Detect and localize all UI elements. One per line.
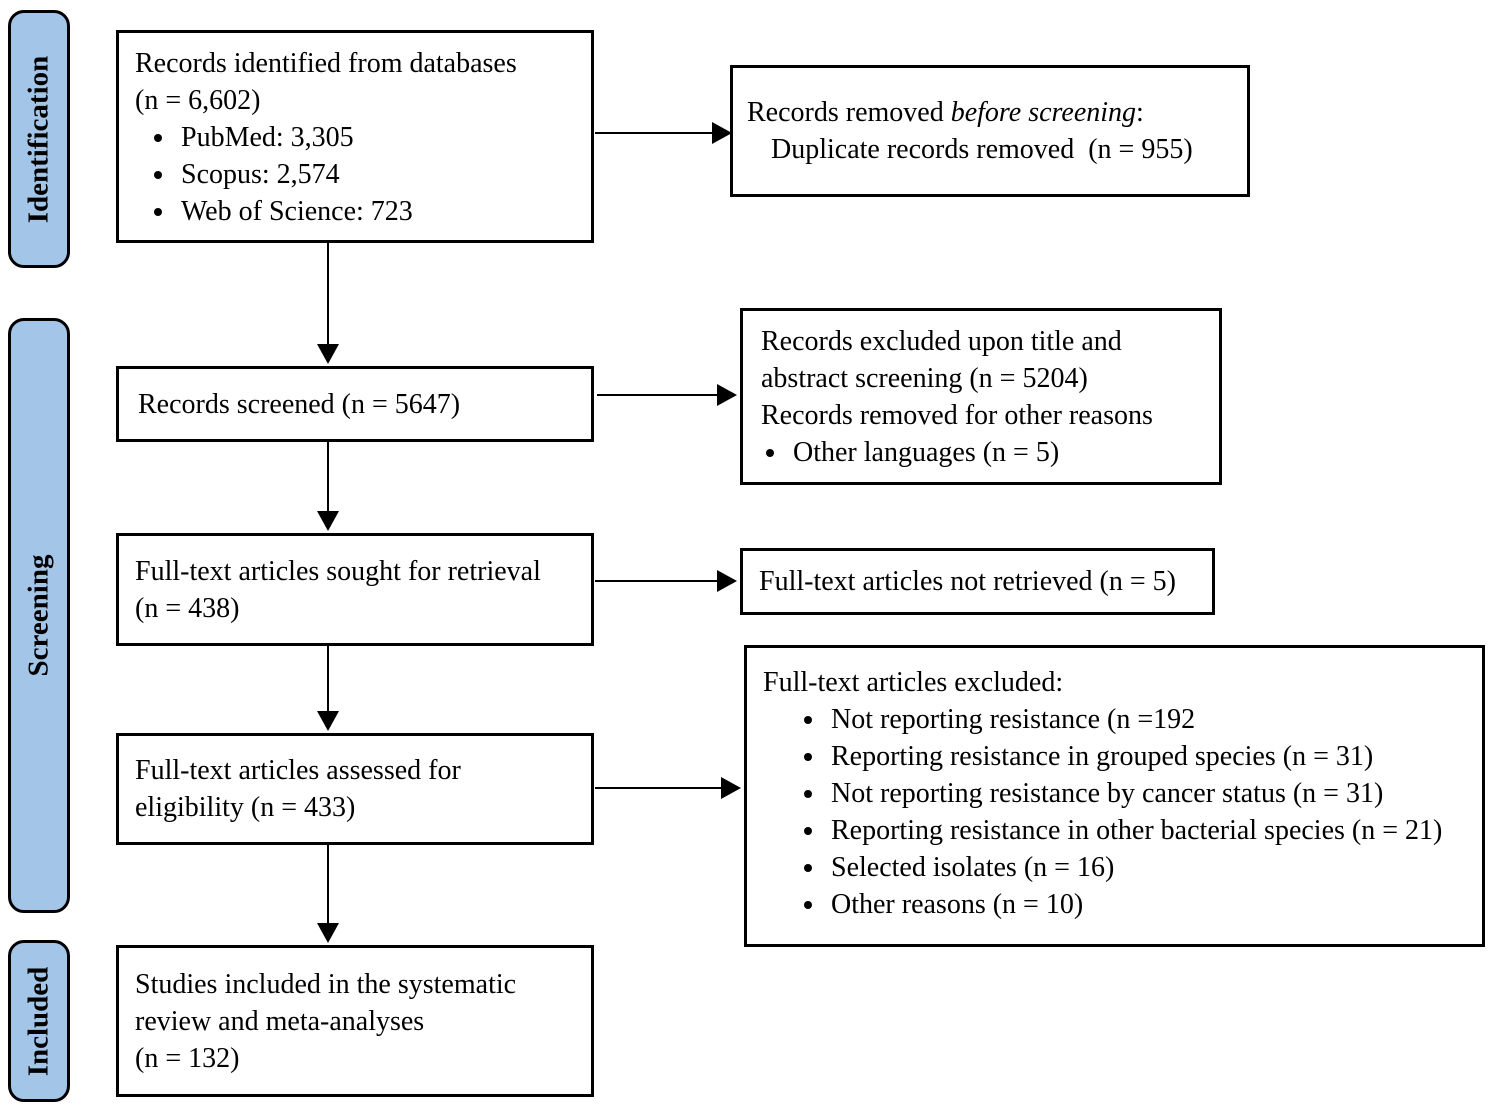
arrow-sought-to-assessed-head-icon: [317, 711, 339, 731]
arrow-screened-to-excluded-line: [597, 394, 723, 396]
reason-not-reporting-resistance: • Not reporting resistance (n =192: [827, 701, 1482, 738]
fulltext-assessed-line2: eligibility (n = 433): [135, 792, 356, 823]
studies-included-line2: review and meta-analyses: [135, 1005, 425, 1037]
reason-grouped-species: • Reporting resistance in grouped species (n = 31): [827, 738, 1482, 775]
records-removed-italic: before screening: [950, 97, 1137, 128]
records-excluded-line3: Records removed for other reasons: [761, 400, 1153, 431]
fulltext-excluded-title: Full-text articles excluded:: [763, 667, 1064, 698]
arrow-screened-to-sought-head-icon: [317, 511, 339, 531]
source-web-of-science: • Web of Science: 723: [177, 193, 591, 230]
records-excluded-line1: Records excluded upon title and: [761, 326, 1122, 357]
reason-other-bacterial-species: • Reporting resistance in other bacterial species (n = 21): [827, 812, 1482, 849]
records-removed-prefix: Records removed: [747, 97, 951, 128]
records-identified-source-list: [119, 119, 591, 230]
stage-identification-text: Identification: [22, 55, 55, 223]
arrow-sought-to-not-retrieved-line: [595, 580, 722, 582]
box-fulltext-excluded: [744, 645, 1485, 947]
arrow-assessed-to-included-line: [327, 845, 329, 925]
arrow-identified-to-screened-line: [327, 243, 329, 348]
arrow-assessed-to-excluded-head-icon: [721, 777, 741, 799]
records-removed-title: [733, 94, 1247, 131]
fulltext-not-retrieved-text: Full-text articles not retrieved (n = 5): [759, 566, 1176, 597]
records-excluded-line2: abstract screening (n = 5204): [761, 363, 1088, 394]
box-records-removed-before-screening: [730, 65, 1250, 197]
box-records-excluded-screening: [740, 308, 1222, 485]
studies-included-count: (n = 132): [135, 1042, 240, 1074]
reason-other-reasons: • Other reasons (n = 10): [827, 886, 1482, 923]
duplicate-records-removed-text: Duplicate records removed (n = 955): [771, 134, 1193, 165]
studies-included-line1: Studies included in the systematic: [135, 968, 517, 1000]
box-fulltext-not-retrieved: [740, 548, 1215, 615]
stage-screening-text: Screening: [22, 554, 55, 677]
records-excluded-reason-list: [743, 434, 1219, 471]
arrow-sought-to-assessed-line: [327, 646, 329, 713]
stage-label-identification: [8, 10, 70, 268]
arrow-identified-to-screened-head-icon: [317, 344, 339, 364]
reason-other-languages: • Other languages (n = 5): [789, 434, 1219, 471]
box-fulltext-assessed: [116, 733, 594, 845]
box-records-identified: [116, 30, 594, 243]
box-fulltext-sought: [116, 533, 594, 646]
arrow-assessed-to-excluded-line: [595, 787, 726, 789]
reason-selected-isolates: • Selected isolates (n = 16): [827, 849, 1482, 886]
arrow-sought-to-not-retrieved-head-icon: [717, 570, 737, 592]
arrow-screened-to-sought-line: [327, 442, 329, 515]
arrow-identified-to-removed-head-icon: [712, 122, 732, 144]
source-pubmed: • PubMed: 3,305: [177, 119, 591, 156]
fulltext-sought-line2: (n = 438): [135, 592, 240, 624]
fulltext-sought-line1: Full-text articles sought for retrieval: [135, 555, 541, 587]
stage-included-text: Included: [22, 966, 55, 1076]
arrow-identified-to-removed-line: [595, 132, 718, 134]
records-identified-title: Records identified from databases: [135, 48, 517, 79]
arrow-screened-to-excluded-head-icon: [717, 384, 737, 406]
stage-label-screening: [8, 318, 70, 913]
records-removed-suffix: :: [1136, 97, 1144, 128]
reason-cancer-status: • Not reporting resistance by cancer status (n = 31): [827, 775, 1482, 812]
arrow-assessed-to-included-head-icon: [317, 923, 339, 943]
records-screened-text: Records screened (n = 5647): [138, 388, 461, 420]
source-scopus: • Scopus: 2,574: [177, 156, 591, 193]
box-studies-included: [116, 945, 594, 1097]
stage-label-included: [8, 940, 70, 1102]
box-records-screened: [116, 366, 594, 442]
fulltext-assessed-line1: Full-text articles assessed for: [135, 755, 461, 786]
fulltext-excluded-reason-list: [747, 701, 1482, 923]
records-identified-count: (n = 6,602): [135, 85, 261, 116]
